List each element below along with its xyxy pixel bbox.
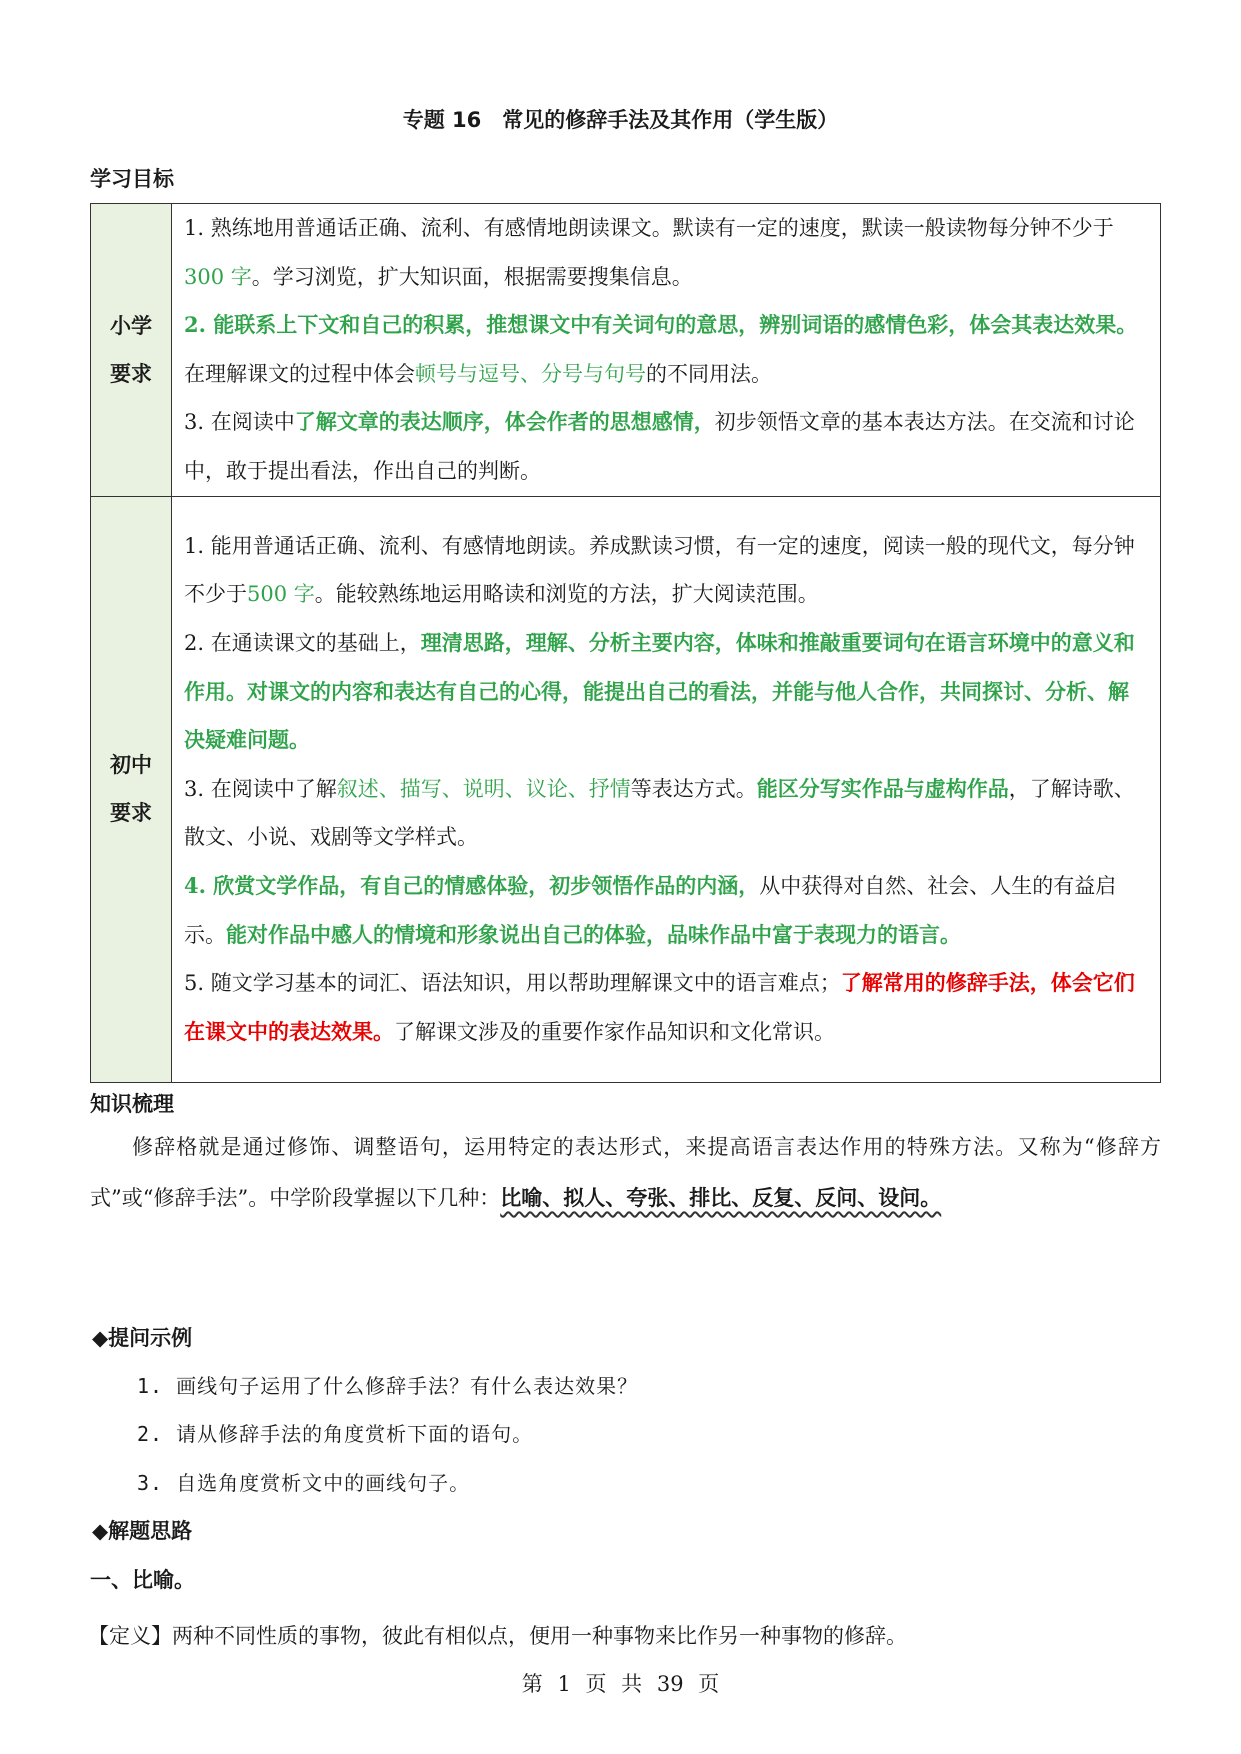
highlight: 理清思路，理解、分析主要内容，体味和推敲重要词句在语言环境中的意义和作用。对课文的内容和表达有自己的心得，能提出自己的看法，并能与他人合作，共同探讨、分析、解决疑难问题。: [184, 629, 1135, 753]
knowledge-heading: 知识梳理: [90, 1092, 174, 1116]
text: 。能较熟练地运用略读和浏览的方法，扩大阅读范围。: [314, 582, 819, 607]
simile-heading: 一、比喻。: [90, 1568, 195, 1592]
page-footer: 第 1 页 共 39 页: [521, 1672, 720, 1696]
highlight: 了解文章的表达顺序，体会作者的思想感情，: [294, 409, 715, 435]
question-item: 3. 自选角度赏析文中的画线句子。: [137, 1471, 471, 1495]
simile-definition: [88, 1620, 907, 1650]
text: 等表达方式。: [630, 776, 757, 801]
text: 的不同用法。: [646, 361, 772, 386]
text: 修辞格就是通过修饰、调整语句，运用特定的表达形式，来提高语言表达作用的特殊方法。又称为“修辞方式”或“修辞手法”。中学阶段掌握以下几种：: [90, 1135, 1161, 1210]
learning-goals-table: [90, 203, 1161, 1083]
junior-row: [91, 496, 1161, 1082]
primary-content: [172, 204, 1161, 497]
highlight: 能对作品中感人的情境和形象说出自己的体验，品味作品中富于表现力的语言。: [226, 921, 961, 947]
text: 从中获得对自然、社会、人生的有益启示。: [184, 873, 1117, 947]
text: 初步领悟文章的基本表达方法。在交流和讨论中，敢于提出看法，作出自己的判断。: [184, 410, 1135, 483]
junior-label-line1: 初中: [110, 753, 152, 778]
junior-item-3: [184, 765, 1148, 862]
knowledge-paragraph: [90, 1122, 1161, 1224]
highlight: 4. 欣赏文学作品，有自己的情感体验，初步领悟作品的内涵，: [184, 872, 760, 898]
learning-goals-heading: 学习目标: [90, 167, 174, 191]
junior-item-2: [184, 619, 1148, 765]
question-item: 2. 请从修辞手法的角度赏析下面的语句。: [137, 1422, 534, 1446]
definition-tag: 【定义】: [88, 1624, 172, 1648]
junior-item-5: [184, 959, 1148, 1056]
text: 。学习浏览，扩大知识面，根据需要搜集信息。: [251, 264, 693, 289]
question-examples-heading: ◆提问示例: [92, 1326, 193, 1350]
primary-item-3: [184, 398, 1148, 495]
text: 2. 在通读课文的基础上，: [184, 630, 421, 655]
definition-text: 两种不同性质的事物，彼此有相似点，便用一种事物来比作另一种事物的修辞。: [172, 1624, 907, 1648]
approach-heading: ◆解题思路: [92, 1519, 193, 1543]
junior-item-1: [184, 522, 1148, 619]
text: 1. 熟练地用普通话正确、流利、有感情地朗读课文。默读有一定的速度，默读一般读物每分钟不少于: [184, 216, 1114, 240]
text: 3. 在阅读中了解: [184, 776, 337, 801]
primary-item-2: [184, 301, 1148, 398]
text: 5. 随文学习基本的词汇、语法知识，用以帮助理解课文中的语言难点；: [184, 971, 841, 996]
primary-row: [91, 204, 1161, 497]
highlight: 500 字: [247, 582, 315, 607]
text: 3. 在阅读中: [184, 410, 295, 435]
primary-label-line1: 小学: [110, 313, 152, 338]
text: 1. 能用普通话正确、流利、有感情地朗读。养成默读习惯，有一定的速度，阅读一般的现代文，每分钟不少于: [184, 533, 1135, 607]
highlight: 能区分写实作品与虚构作品: [756, 775, 1009, 801]
text: 了解课文涉及的重要作家作品知识和文化常识。: [394, 1019, 835, 1044]
text: ，了解诗歌、散文、小说、戏剧等文学样式。: [184, 776, 1135, 850]
page-title: 专题 16 常见的修辞手法及其作用（学生版）: [402, 108, 839, 132]
junior-item-4: [184, 862, 1148, 959]
highlight: 300 字: [184, 264, 252, 289]
text: 在理解课文的过程中体会: [184, 361, 415, 386]
highlight: 顿号与逗号、分号与句号: [415, 361, 646, 386]
rhetoric-list: 比喻、拟人、夸张、排比、反复、反问、设问。: [500, 1186, 942, 1210]
question-item: 1. 画线句子运用了什么修辞手法？有什么表达效果？: [137, 1374, 639, 1398]
junior-label: [91, 496, 172, 1082]
primary-label-line2: 要求: [110, 361, 152, 386]
highlight: 2. 能联系上下文和自己的积累，推想课文中有关词句的意思，辨别词语的感情色彩，体会其表达效果。: [184, 312, 1138, 338]
primary-label: [91, 204, 172, 497]
highlight: 叙述、描写、说明、议论、抒情: [336, 776, 631, 801]
junior-content: [172, 496, 1161, 1082]
junior-label-line2: 要求: [110, 801, 152, 826]
primary-item-1: [184, 204, 1148, 301]
highlight-red: 了解常用的修辞手法，体会它们在课文中的表达效果。: [184, 970, 1135, 1044]
